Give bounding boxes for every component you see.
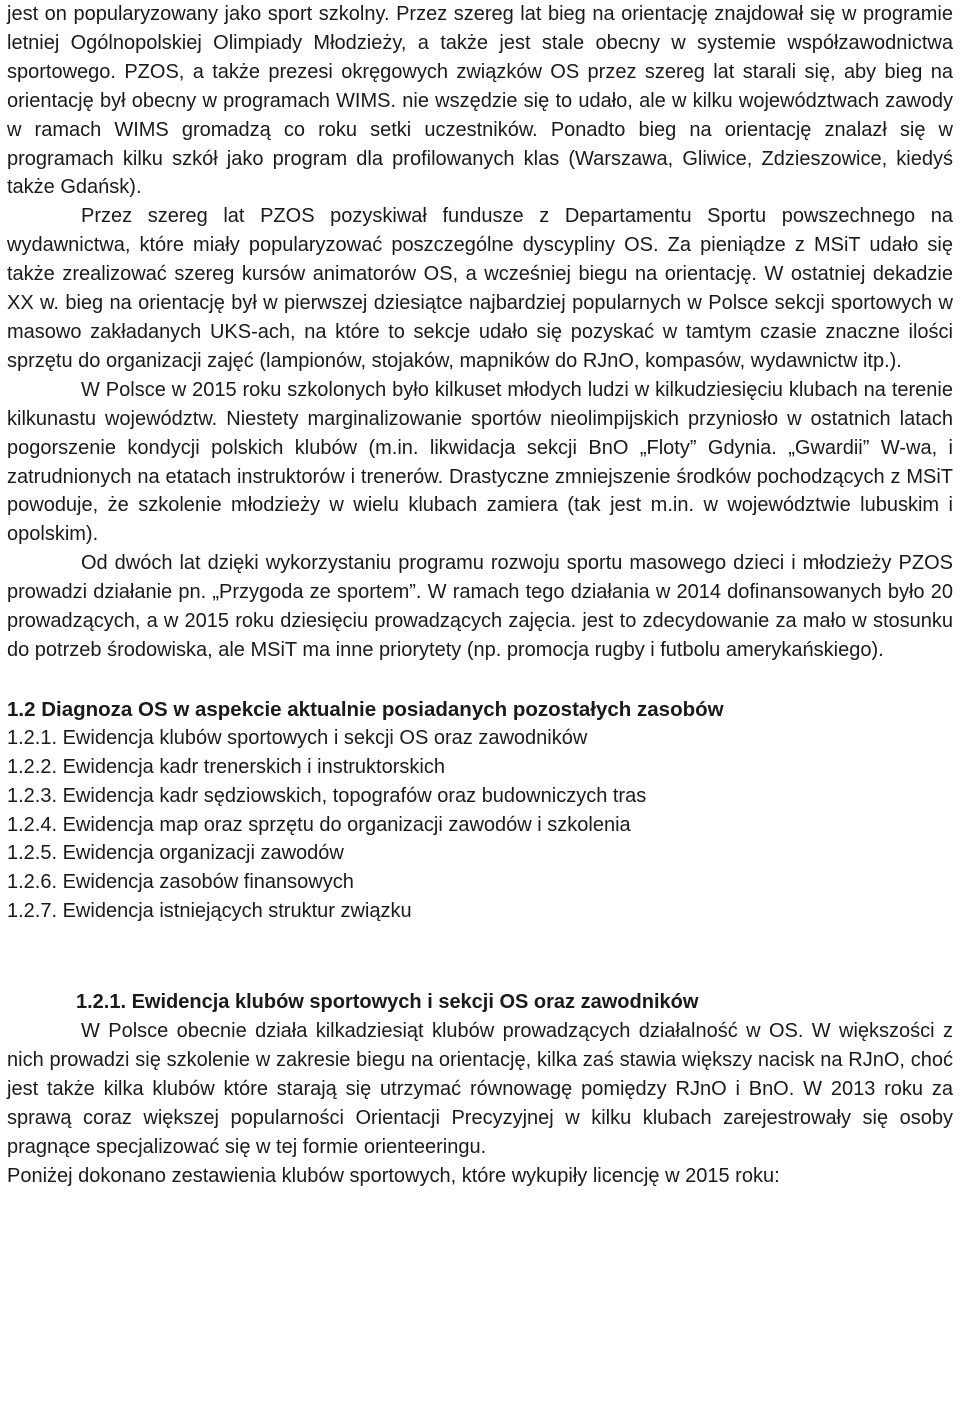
toc-item: 1.2.1. Ewidencja klubów sportowych i sekcji OS oraz zawodników: [7, 726, 588, 749]
body-paragraph: Od dwóch lat dzięki wykorzystaniu programu rozwoju sportu masowego dzieci i młodzieży PZOS prowadzi działanie pn. „Przygoda ze sportem”. W ramach tego działania w 2014 dofinansowanych było 20 prowadzących, a w 2015 roku dziesięciu prowadzących zajęcia. jest to zdecydowanie za mało w stosunku do potrzeb środowiska, ale MSiT ma inne priorytety (np. promocja rugby i futbolu amerykańskiego).: [7, 552, 953, 661]
toc-item: 1.2.3. Ewidencja kadr sędziowskich, topografów oraz budowniczych tras: [7, 784, 647, 807]
section-heading: 1.2 Diagnoza OS w aspekcie aktualnie posiadanych pozostałych zasobów: [7, 697, 724, 721]
table-of-contents: [7, 724, 953, 926]
toc-item: 1.2.4. Ewidencja map oraz sprzętu do organizacji zawodów i szkolenia: [7, 813, 631, 836]
body-paragraph: W Polsce w 2015 roku szkolonych było kilkuset młodych ludzi w kilkudziesięciu klubach na terenie kilkunastu województw. Niestety marginalizowanie sportów nieolimpijskich przyniosło w ostatnich latach pogorszenie kondycji polskich klubów (m.in. likwidacja sekcji BnO „Floty” Gdynia. „Gwardii” W-wa, i zatrudnionych na etatach instruktorów i trenerów. Drastyczne zmniejszenie środków pochodzących z MSiT powoduje, że szkolenie młodzieży w wielu klubach zamiera (tak jest m.in. w województwie lubuskim i opolskim).: [7, 378, 953, 546]
toc-item: 1.2.7. Ewidencja istniejących struktur związku: [7, 900, 412, 923]
body-paragraph: Przez szereg lat PZOS pozyskiwał fundusze z Departamentu Sportu powszechnego na wydawnictwa, które miały popularyzować poszczególne dyscypliny OS. Za pieniądze z MSiT udało się także zrealizować szereg kursów animatorów OS, a wcześniej biegu na orientację. W ostatniej dekadzie XX w. bieg na orientację był w pierwszej dziesiątce najbardziej popularnych w Polsce sekcji sportowych w masowo zakładanych UKS-ach, na które to sekcje udało się pozyskać w tamtym czasie znaczne ilości sprzętu do organizacji zajęć (lampionów, stojaków, mapników do RJnO, kompasów, wydawnictw itp.).: [7, 205, 953, 372]
subsection-heading: 1.2.1. Ewidencja klubów sportowych i sekcji OS oraz zawodników: [76, 991, 699, 1014]
body-paragraph: W Polsce obecnie działa kilkadziesiąt klubów prowadzących działalność w OS. W większości z nich prowadzi się szkolenie w zakresie biegu na orientację, kilka zaś stawia większy nacisk na RJnO, choć jest także kilka klubów które starają się utrzymać równowagę pomiędzy RJnO i BnO. W 2013 roku za sprawą coraz większej popularności Orientacji Precyzyjnej w kilku klubach zarejestrowały się osoby pragnące specjalizować się w tej formie orienteeringu.: [7, 1020, 953, 1158]
toc-item: 1.2.2. Ewidencja kadr trenerskich i instruktorskich: [7, 755, 445, 778]
toc-item: 1.2.6. Ewidencja zasobów finansowych: [7, 871, 354, 894]
toc-item: 1.2.5. Ewidencja organizacji zawodów: [7, 842, 344, 865]
body-paragraph: Poniżej dokonano zestawienia klubów sportowych, które wykupiły licencję w 2015 roku:: [7, 1164, 780, 1187]
body-paragraph: jest on popularyzowany jako sport szkolny. Przez szereg lat bieg na orientację znajdował się w programie letniej Ogólnopolskiej Olimpiady Młodzieży, a także jest stale obecny w systemie współzawodnictwa sportowego. PZOS, a także prezesi okręgowych związków OS przez szereg lat starali się, aby bieg na orientację był obecny w programach WIMS. nie wszędzie się to udało, ale w kilku województwach zawody w ramach WIMS gromadzą co roku setki uczestników. Ponadto bieg na orientację znalazł się w programach kilku szkół jako program dla profilowanych klas (Warszawa, Gliwice, Zdzieszowice, kiedyś także Gdańsk).: [7, 3, 953, 199]
